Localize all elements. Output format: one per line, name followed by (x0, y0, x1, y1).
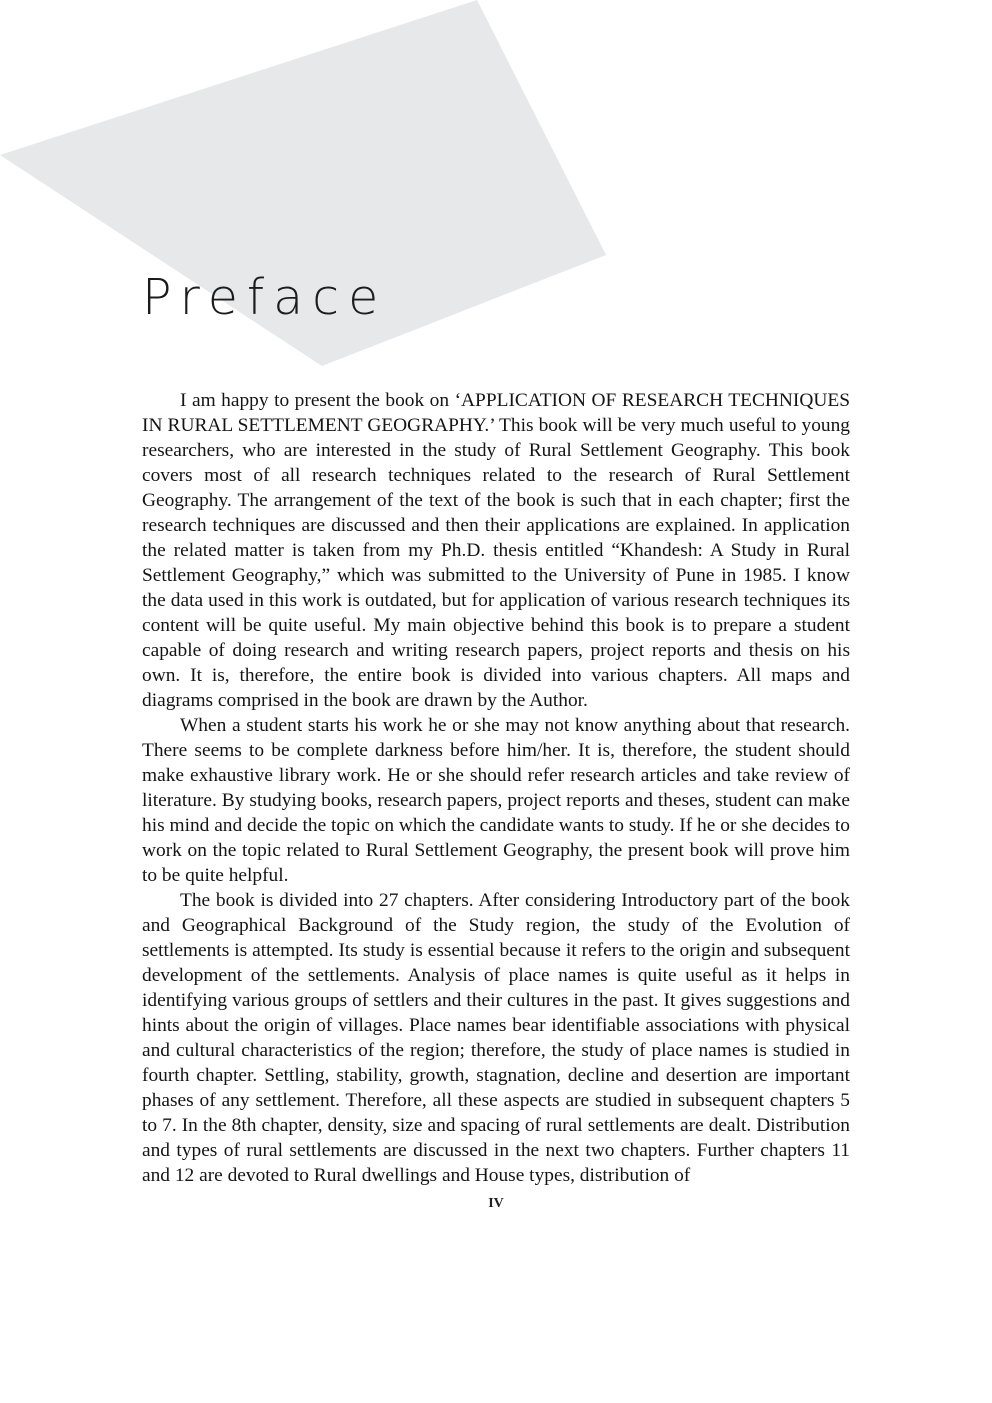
page-number: IV (488, 1196, 504, 1211)
page-title: Preface (142, 269, 388, 326)
paragraph-2: When a student starts his work he or she may not know anything about that research. There seems to be complete darkness before him/her. It is, therefore, the student should make exhaustive library work. He or she should refer research articles and take review of literature. By studying books, research papers, project reports and theses, student can make his mind and decide the topic on which the candidate wants to study. If he or she decides to work on the topic related to Rural Settlement Geography, the present book will prove him to be quite helpful. (142, 715, 850, 886)
preface-body (142, 388, 850, 1188)
paragraph-3: The book is divided into 27 chapters. After considering Introductory part of the book and Geographical Background of the Study region, the study of the Evolution of settlements is attempted. Its study is essential because it refers to the origin and subsequent development of the settlements. Analysis of place names is quite useful as it helps in identifying various groups of settlers and their cultures in the past. It gives suggestions and hints about the origin of villages. Place names bear identifiable associations with physical and cultural characteristics of the region; therefore, the study of place names is studied in fourth chapter. Settling, stability, growth, stagnation, decline and desertion are important phases of any settlement. Therefore, all these aspects are studied in subsequent chapters 5 to 7. In the 8th chapter, density, size and spacing of rural settlements are dealt. Distribution and types of rural settlements are discussed in the next two chapters. Further chapters 11 and 12 are devoted to Rural dwellings and House types, distribution of (142, 890, 850, 1186)
paragraph-1: I am happy to present the book on ‘APPLICATION OF RESEARCH TECHNIQUES IN RURAL SETTLEMENT GEOGRAPHY.’ This book will be very much useful to young researchers, who are interested in the study of Rural Settlement Geography. This book covers most of all research techniques related to the research of Rural Settlement Geography. The arrangement of the text of the book is such that in each chapter; first the research techniques are discussed and then their applications are explained. In application the related matter is taken from my Ph.D. thesis entitled “Khandesh: A Study in Rural Settlement Geography,” which was submitted to the University of Pune in 1985. I know the data used in this work is outdated, but for application of various research techniques its content will be quite useful. My main objective behind this book is to prepare a student capable of doing research and writing research papers, project reports and thesis on his own. It is, therefore, the entire book is divided into various chapters. All maps and diagrams comprised in the book are drawn by the Author. (142, 390, 850, 711)
